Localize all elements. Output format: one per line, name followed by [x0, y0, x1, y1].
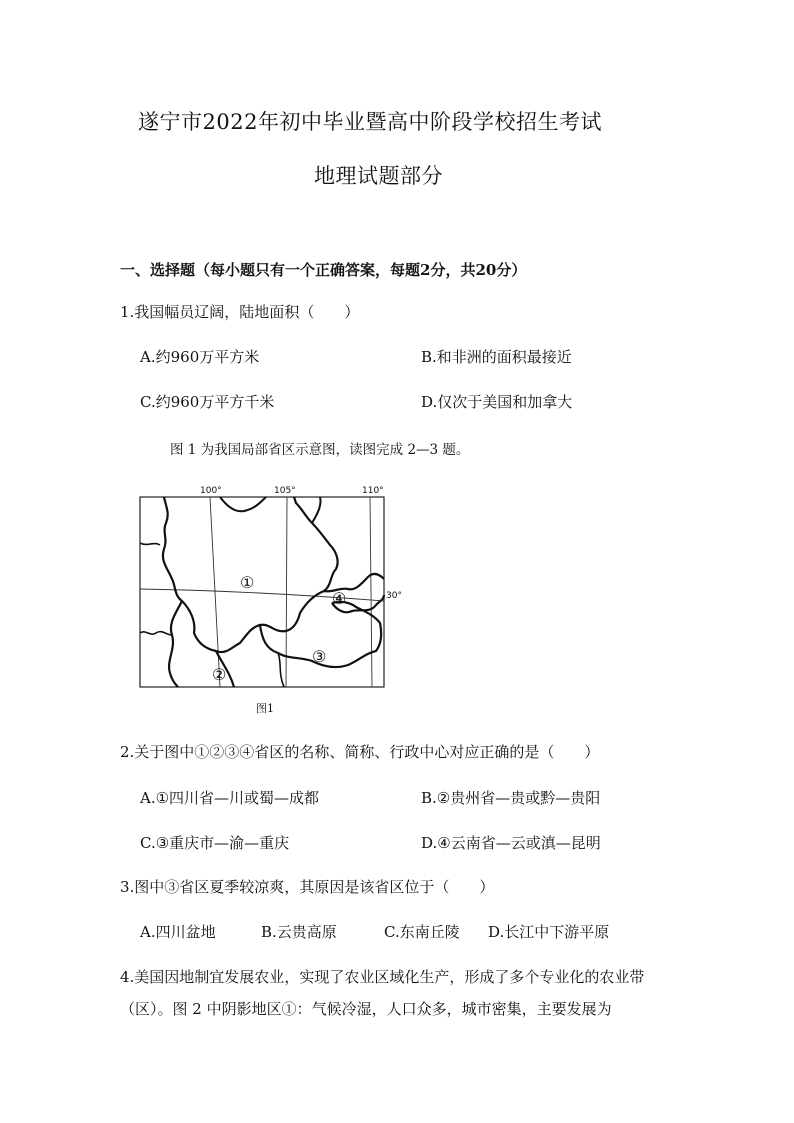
question-3-stem: 3.图中③省区夏季较凉爽，其原因是该省区位于（ ） [120, 878, 495, 896]
meridian-100 [210, 497, 220, 687]
region-label-2: ② [212, 665, 227, 684]
question-3-option-d: D.长江中下游平原 [488, 923, 610, 941]
lon-label-105: 105° [274, 486, 296, 496]
question-1-stem: 1.我国幅员辽阔，陆地面积（ ） [120, 303, 360, 321]
question-2-option-a: A.①四川省—川或蜀—成都 [140, 789, 320, 807]
section-heading: 一、选择题（每小题只有一个正确答案，每题2分，共20分） [120, 261, 527, 279]
meridian-105 [286, 497, 287, 687]
region-label-1: ① [240, 573, 255, 592]
boundary-region-2-west [169, 601, 182, 687]
province-map-graphic [136, 483, 406, 693]
figure-1-intro: 图 1 为我国局部省区示意图，读图完成 2—3 题。 [170, 442, 470, 458]
question-1-option-b: B.和非洲的面积最接近 [421, 348, 572, 366]
question-2-option-d: D.④云南省—云或滇—昆明 [421, 834, 601, 852]
exam-title: 遂宁市2022年初中毕业暨高中阶段学校招生考试 [138, 110, 602, 134]
question-2-option-b: B.②贵州省—贵或黔—贵阳 [421, 789, 601, 807]
lat-label-30: 30° [386, 591, 402, 601]
southwest-border [140, 632, 172, 635]
region-label-4: ④ [332, 589, 347, 608]
border-region-3-west [278, 653, 284, 687]
exam-subtitle: 地理试题部分 [314, 164, 443, 188]
question-3-option-c: C.东南丘陵 [384, 923, 460, 941]
northeast-border [312, 497, 321, 523]
region-label-3: ③ [312, 647, 327, 666]
meridian-110 [370, 497, 372, 687]
question-4-stem-line2: （区）。图 2 中阴影地区①：气候冷湿，人口众多，城市密集，主要发展为 [120, 1000, 612, 1018]
question-3-option-a: A.四川盆地 [140, 923, 216, 941]
question-2-option-c: C.③重庆市—渝—重庆 [140, 834, 290, 852]
west-border [140, 543, 160, 545]
question-4-stem-line1: 4.美国因地制宜发展农业，实现了农业区域化生产，形成了多个专业化的农业带 [120, 968, 645, 986]
figure-1-caption: 图1 [256, 702, 274, 715]
question-1-option-c: C.约960万平方千米 [140, 393, 275, 411]
question-2-stem: 2.关于图中①②③④省区的名称、简称、行政中心对应正确的是（ ） [120, 743, 600, 761]
northern-border [220, 497, 266, 511]
lon-label-110: 110° [362, 486, 384, 496]
question-1-option-a: A.约960万平方米 [140, 348, 260, 366]
lon-label-100: 100° [200, 486, 222, 496]
figure-1-map [136, 483, 406, 693]
question-1-option-d: D.仅次于美国和加拿大 [421, 393, 573, 411]
question-3-option-b: B.云贵高原 [261, 923, 337, 941]
